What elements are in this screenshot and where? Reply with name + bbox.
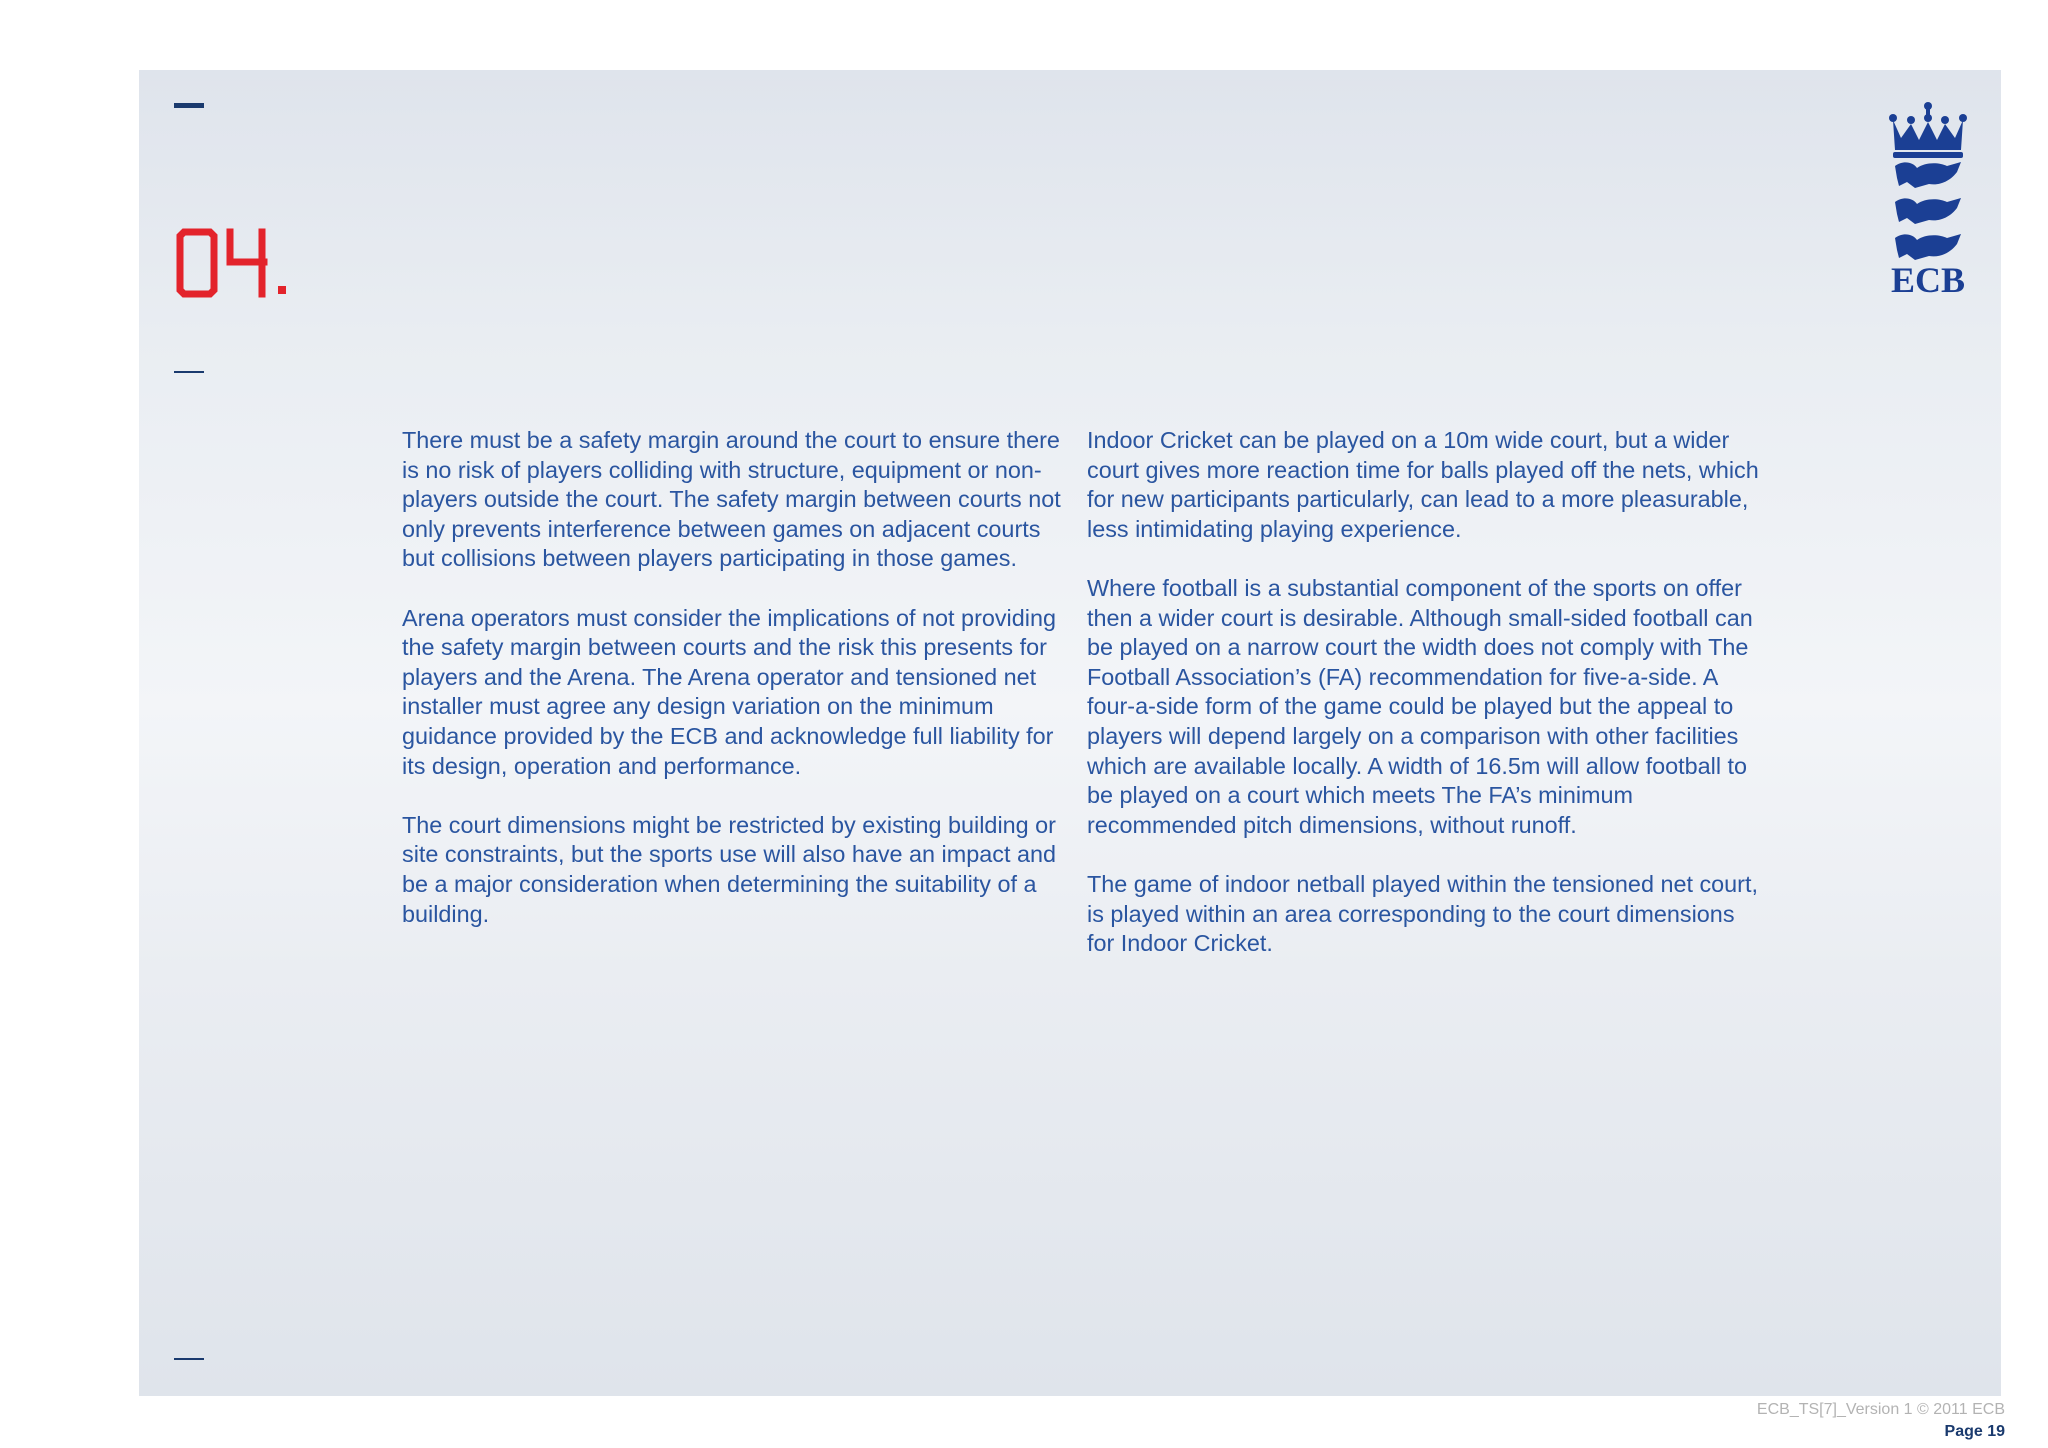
section-number-digits (174, 222, 314, 302)
divider-rule (174, 371, 204, 373)
ecb-crest-icon (1885, 100, 1971, 296)
top-marker (174, 103, 204, 108)
left-column (402, 426, 1072, 959)
paragraph: Indoor Cricket can be played on a 10m wide court, but a wider court gives more reaction time for balls played off the nets, which for new participants particularly, can lead to a more pleasurable, less intimidating playing experience. (1087, 427, 1759, 542)
ecb-logo (1885, 100, 1971, 296)
paragraph: The game of indoor netball played within the tensioned net court, is played within an area corresponding to the court dimensions for Indoor Cricket. (1087, 870, 1758, 957)
footer-document-id: ECB_TS[7]_Version 1 © 2011 ECB (1756, 1401, 2005, 1418)
bottom-divider-rule (174, 1358, 204, 1360)
right-column (1087, 426, 1767, 988)
section-number (174, 222, 314, 302)
paragraph: Where football is a substantial component of the sports on offer then a wider court is desirable. Although small-sided football can be played on a narrow court the width does not comply with The Football Association’s (FA) recommendation for five-a-side. A four-a-side form of the game could be played but the appeal to players will depend largely on a comparison with other facilities which are available locally. A width of 16.5m will allow football to be played on a court which meets The FA’s minimum recommended pitch dimensions, without runoff. (1087, 574, 1753, 838)
ecb-logo-text: ECB (1890, 260, 1966, 296)
paragraph: There must be a safety margin around the court to ensure there is no risk of players colliding with structure, equipment or non-players outside the court. The safety margin between courts not only prevents interference between games on adjacent courts but collisions between players participating in those games. (402, 427, 1061, 572)
footer-page-number: Page 19 (1944, 1423, 2005, 1440)
paragraph: Arena operators must consider the implications of not providing the safety margin between courts and the risk this presents for players and the Arena. The Arena operator and tensioned net installer must agree any design variation on the minimum guidance provided by the ECB and acknowledge full liability for its design, operation and performance. (402, 604, 1056, 779)
paragraph: The court dimensions might be restricted by existing building or site constraints, but the sports use will also have an impact and be a major consideration when determining the suitability of a building. (402, 811, 1056, 927)
